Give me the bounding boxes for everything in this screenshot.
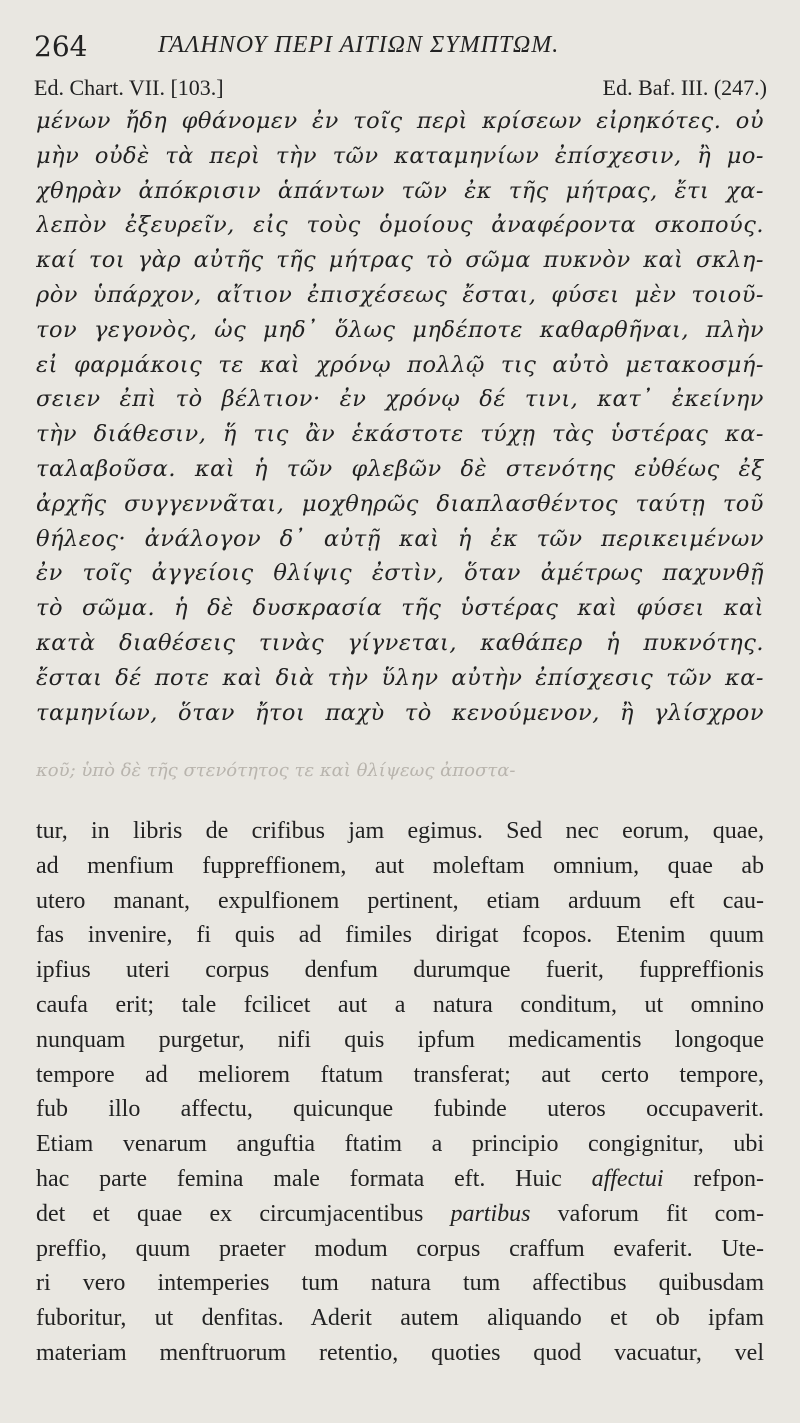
text-segment: ad menfium fuppreffionem, aut moleftam omnium, quae ab xyxy=(36,852,764,879)
latin-line xyxy=(36,884,764,919)
edition-right: Ed. Baf. III. (247.) xyxy=(602,75,767,100)
latin-text-block xyxy=(36,814,764,1371)
text-segment: tur, in libris de crifibus jam egimus. Sed nec eorum, quae, xyxy=(36,818,764,844)
greek-line: ἀρχῆς συγγεννᾶται, μοχθηρῶς διαπλασθέντος ταύτῃ τοῦ xyxy=(36,490,764,517)
text-segment: tempore ad meliorem ftatum transferat; aut certo tempore, xyxy=(36,1061,764,1088)
edition-references xyxy=(34,75,767,105)
greek-line: μὴν οὐδὲ τὰ περὶ τὴν τῶν καταμηνίων ἐπίσχεσιν, ἢ μο- xyxy=(36,142,764,169)
italic-word: partibus xyxy=(450,1200,531,1227)
text-segment: preffio, quum praeter modum corpus craffum evaferit. Ute- xyxy=(36,1235,764,1262)
bleed-through-text: κοῦ; ὑπὸ δὲ τῆς στενότητος τε καὶ θλίψεως ἀποστα- xyxy=(36,760,516,781)
text-segment: det et quae ex circumjacentibus xyxy=(36,1200,451,1227)
latin-line xyxy=(36,1336,764,1371)
text-segment: utero manant, expulfionem pertinent, etiam arduum eft cau- xyxy=(36,887,764,914)
page-header xyxy=(34,28,774,68)
greek-line: ἔσται δέ ποτε καὶ διὰ τὴν ὕλην αὐτὴν ἐπίσχεσις τῶν κα- xyxy=(36,664,764,691)
latin-line xyxy=(36,988,764,1023)
latin-line xyxy=(36,849,764,884)
italic-word: affectui xyxy=(591,1165,664,1192)
text-segment: fuboritur, ut denfitas. Aderit autem aliquando et ob ipfam xyxy=(36,1305,764,1332)
latin-line xyxy=(36,1266,764,1301)
latin-line xyxy=(36,918,764,953)
latin-line xyxy=(36,1092,764,1127)
greek-text-block xyxy=(36,104,764,730)
text-segment: ipfius uteri corpus denfum durumque fuerit, fuppreffionis xyxy=(36,957,764,984)
text-segment: caufa erit; tale fcilicet aut a natura conditum, ut omnino xyxy=(36,991,764,1018)
latin-line xyxy=(36,1127,764,1162)
greek-line: ταλαβοῦσα. καὶ ἡ τῶν φλεβῶν δὲ στενότης εὐθέως ἐξ xyxy=(36,455,764,482)
greek-line: τον γεγονὸς, ὡς μηδ᾽ ὅλως μηδέποτε καθαρθῆναι, πλὴν xyxy=(36,316,764,343)
latin-line xyxy=(36,1232,764,1267)
text-segment: fub illo affectu, quicunque fubinde uteros occupaverit. xyxy=(36,1096,764,1123)
latin-line xyxy=(36,1301,764,1336)
greek-line: ἐν τοῖς ἀγγείοις θλίψις ἐστὶν, ὅταν ἀμέτρως παχυνθῇ xyxy=(36,560,764,587)
greek-line: τὸ σῶμα. ἡ δὲ δυσκρασία τῆς ὑστέρας καὶ φύσει καὶ xyxy=(36,595,764,622)
latin-line xyxy=(36,1023,764,1058)
running-title: ΓΑΛΗΝΟΥ ΠΕΡΙ ΑΙΤΙΩΝ ΣΥΜΠΤΩΜ. xyxy=(158,32,560,58)
text-segment: ri vero intemperies tum natura tum affectibus quibusdam xyxy=(36,1270,764,1297)
text-segment: Etiam venarum anguftia ftatim a principio congignitur, ubi xyxy=(36,1131,764,1158)
greek-line: λεπὸν ἐξευρεῖν, εἰς τοὺς ὁμοίους ἀναφέροντα σκοπούς. xyxy=(36,212,764,239)
text-segment: fas invenire, fi quis ad fimiles dirigat fcopos. Etenim quum xyxy=(36,922,764,949)
greek-line: μένων ἤδη φθάνομεν ἐν τοῖς περὶ κρίσεων εἰρηκότες. οὐ xyxy=(36,108,764,134)
greek-line: κατὰ διαθέσεις τινὰς γίγνεται, καθάπερ ἡ πυκνότης. xyxy=(36,629,764,656)
text-segment: refpon- xyxy=(663,1165,764,1192)
greek-line: ταμηνίων, ὅταν ἤτοι παχὺ τὸ κενούμενον, ἢ γλίσχρον xyxy=(36,699,764,726)
greek-line: εἰ φαρμάκοις τε καὶ χρόνῳ πολλῷ τις αὐτὸ μετακοσμή- xyxy=(36,351,764,378)
edition-left: Ed. Chart. VII. [103.] xyxy=(34,75,224,100)
latin-line xyxy=(36,814,764,849)
greek-line: τὴν διάθεσιν, ἥ τις ἂν ἑκάστοτε τύχῃ τὰς ὑστέρας κα- xyxy=(36,421,764,448)
greek-line: χθηρὰν ἀπόκρισιν ἁπάντων τῶν ἐκ τῆς μήτρας, ἔτι χα- xyxy=(36,177,764,204)
text-segment: hac parte femina male formata eft. Huic xyxy=(36,1165,592,1192)
latin-line xyxy=(36,1162,764,1197)
page-number: 264 xyxy=(34,30,88,63)
greek-line: καί τοι γὰρ αὐτῆς τῆς μήτρας τὸ σῶμα πυκνὸν καὶ σκλη- xyxy=(36,247,764,274)
greek-line: θήλεος· ἀνάλογον δ᾽ αὐτῇ καὶ ἡ ἐκ τῶν περικειμένων xyxy=(36,525,764,552)
greek-line: σειεν ἐπὶ τὸ βέλτιον· ἐν χρόνῳ δέ τινι, κατ᾽ ἐκείνην xyxy=(36,386,764,413)
text-segment: nunquam purgetur, nifi quis ipfum medicamentis longoque xyxy=(36,1026,764,1053)
latin-line xyxy=(36,953,764,988)
latin-line xyxy=(36,1058,764,1093)
text-segment: vaforum fit com- xyxy=(530,1200,764,1227)
greek-line: ρὸν ὑπάρχον, αἴτιον ἐπισχέσεως ἔσται, φύσει μὲν τοιοῦ- xyxy=(36,281,764,308)
text-segment: materiam menftruorum retentio, quoties quod vacuatur, vel xyxy=(36,1339,764,1366)
latin-line xyxy=(36,1197,764,1232)
